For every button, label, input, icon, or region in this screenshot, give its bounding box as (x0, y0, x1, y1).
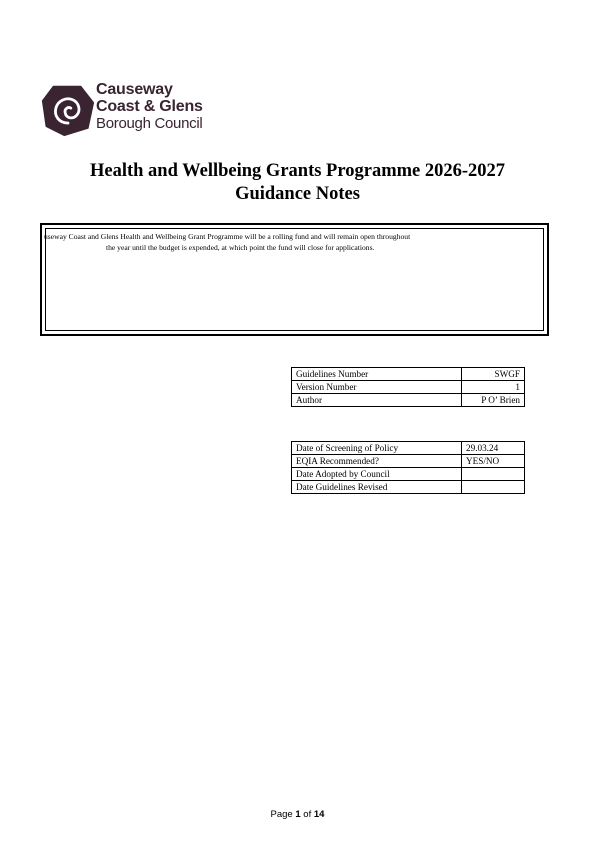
intro-text-box (40, 223, 549, 336)
table-cell-value (462, 481, 525, 494)
table-cell-label: Version Number (292, 381, 462, 394)
table-cell-value: YES/NO (462, 455, 525, 468)
table-row (292, 394, 525, 407)
table-row (292, 455, 525, 468)
policy-info-table (291, 441, 525, 494)
intro-line-2: the year until the budget is expended, at which point the fund will close for applications. (106, 243, 375, 252)
footer-total-pages: 14 (313, 809, 325, 820)
logo-line-1: Causeway (96, 81, 173, 98)
table-row (292, 442, 525, 455)
table-cell-value: SWGF (462, 368, 525, 381)
table-cell-label: Guidelines Number (292, 368, 462, 381)
council-logo (40, 78, 230, 138)
table-cell-value (462, 468, 525, 481)
table-cell-value: 1 (462, 381, 525, 394)
table-cell-label: Date Adopted by Council (292, 468, 462, 481)
intro-inner-frame (45, 228, 544, 331)
document-info-table (291, 367, 525, 407)
table-row (292, 481, 525, 494)
logo-line-2: Coast & Glens (96, 98, 203, 115)
table-row (292, 368, 525, 381)
table-cell-value: P O’ Brien (462, 394, 525, 407)
page-footer (0, 809, 595, 820)
table-cell-label: Date of Screening of Policy (292, 442, 462, 455)
title-line-2: Guidance Notes (235, 184, 360, 204)
title-line-1: Health and Wellbeing Grants Programme 2026-2027 (89, 161, 506, 181)
logo-line-3: Borough Council (96, 115, 203, 132)
document-title (0, 160, 595, 206)
council-swirl-logo-icon (40, 82, 96, 138)
table-cell-label: Author (292, 394, 462, 407)
intro-line-1: useway Coast and Glens Health and Wellbeing Grant Programme will be a rolling fund and will remain open throughout (44, 232, 411, 241)
table-cell-value: 29.03.24 (462, 442, 525, 455)
table-row (292, 381, 525, 394)
footer-current-page: 1 (295, 809, 301, 820)
footer-page-word: Page (270, 809, 293, 820)
footer-of-word: of (303, 809, 312, 820)
table-row (292, 468, 525, 481)
table-cell-label: Date Guidelines Revised (292, 481, 462, 494)
table-cell-label: EQIA Recommended? (292, 455, 462, 468)
